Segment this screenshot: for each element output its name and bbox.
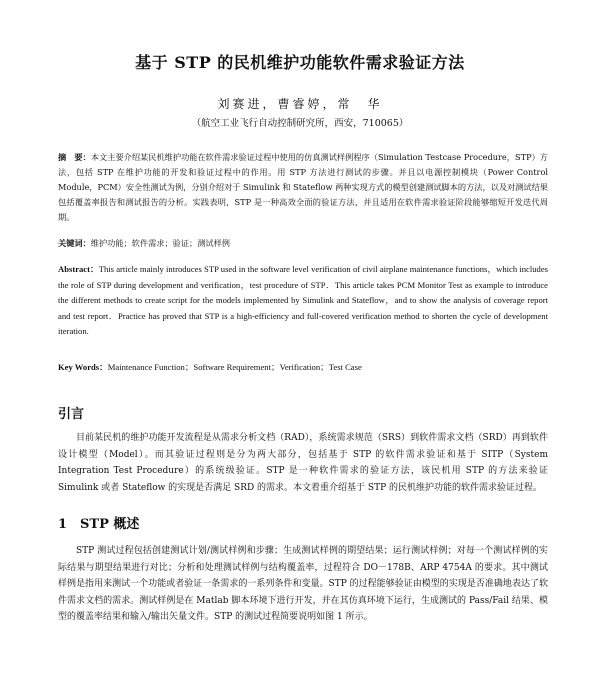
intro-paragraph: 目前某民机的维护功能开发流程是从需求分析文档（RAD），系统需求规范（SRS）到软件需求文档（SRD）再到软件设计模型（Model）。而其验证过程则是分为两大部分，包括基于 STP 的软件需求验证和基于 SITP（System Integration Test Procedure）的系统级验证。STP 是一种软件需求的验证方法，该民机用 STP 的方法来验证 Simulink 或者 Stateflow 的实现是否满足 SRD 的需求。本文着重介绍基于 STP 的民机维护功能的软件需求验证过程。 (58, 433, 548, 493)
abstract-zh (58, 150, 548, 225)
paper-affiliation: （航空工业飞行自动控制研究所，西安，710065） (191, 118, 409, 129)
section1-paragraph: STP 测试过程包括创建测试计划/测试样例和步骤；生成测试样例的期望结果；运行测试样例；对每一个测试样例的实际结果与期望结果进行对比；分析和处理测试样例与结构覆盖率，过程符合 DO－178B、ARP 4754A 的要求。其中测试样例是指用来测试一个功能或者验证一条需求的一系列条件和变量。STP 的过程能够验证由模型的实现是否准确地表达了软件需求文档的需求。测试样例是在 Matlab 脚本环境下进行开发，并在其仿真环境下运行，生成测试的 Pass/Fail 结果、模型的覆盖率结果和输入/输出矢量文件。STP 的测试过程简要说明如图 1 所示。 (58, 546, 548, 622)
abstract-zh-label: 摘 要： (58, 152, 91, 162)
keywords-zh-text: 维护功能；软件需求；验证；测试样例 (90, 238, 230, 248)
keywords-en-label: Key Words： (58, 362, 108, 372)
keywords-en (58, 361, 548, 373)
paper-title: 基于 STP 的民机维护功能软件需求验证方法 (135, 53, 465, 72)
keywords-en-text: Maintenance Function；Software Requirement；Verification；Test Case (107, 362, 362, 372)
abstract-en (58, 262, 548, 340)
section1-heading: 1 STP 概述 (58, 517, 140, 532)
keywords-zh-label: 关键词： (58, 238, 91, 248)
keywords-zh (58, 238, 548, 249)
intro-heading: 引言 (58, 407, 85, 422)
abstract-en-text: This article mainly introduces STP used in the software level verification of civil airplane maintenance functions，which includes the role of STP during development and verification，test procedure of STP．This article takes PCM Monitor Test as example to introduce the different methods to create script for the models implemented by Simulink and Stateflow，and to show the analysis of coverage report and test report．Practice has proved that STP is a high-efficiency and full-covered verification method to shorten the cycle of development iteration. (58, 264, 548, 336)
abstract-en-label: Abstract： (58, 264, 99, 274)
abstract-zh-text: 本文主要介绍某民机维护功能在软件需求验证过程中使用的仿真测试样例程序（Simulation Testcase Procedure，STP）方法，包括 STP 在维护功能的开发和验证过程中的作用。用 STP 方法进行测试的步骤。并且以电源控制模块（Power Control Module，PCM）安全性测试为例，分别介绍对于 Simulink 和 Stateflow 两种实现方式的模型创建测试脚本的方法，以及对测试结果包括覆盖率报告和测试报告的分析。实践表明，STP 是一种高效全面的验证方法，并且适用在软件需求验证阶段能够缩短开发迭代周期。 (58, 152, 548, 222)
paper-authors: 刘赛进，曹睿婷，常 华 (217, 97, 383, 111)
